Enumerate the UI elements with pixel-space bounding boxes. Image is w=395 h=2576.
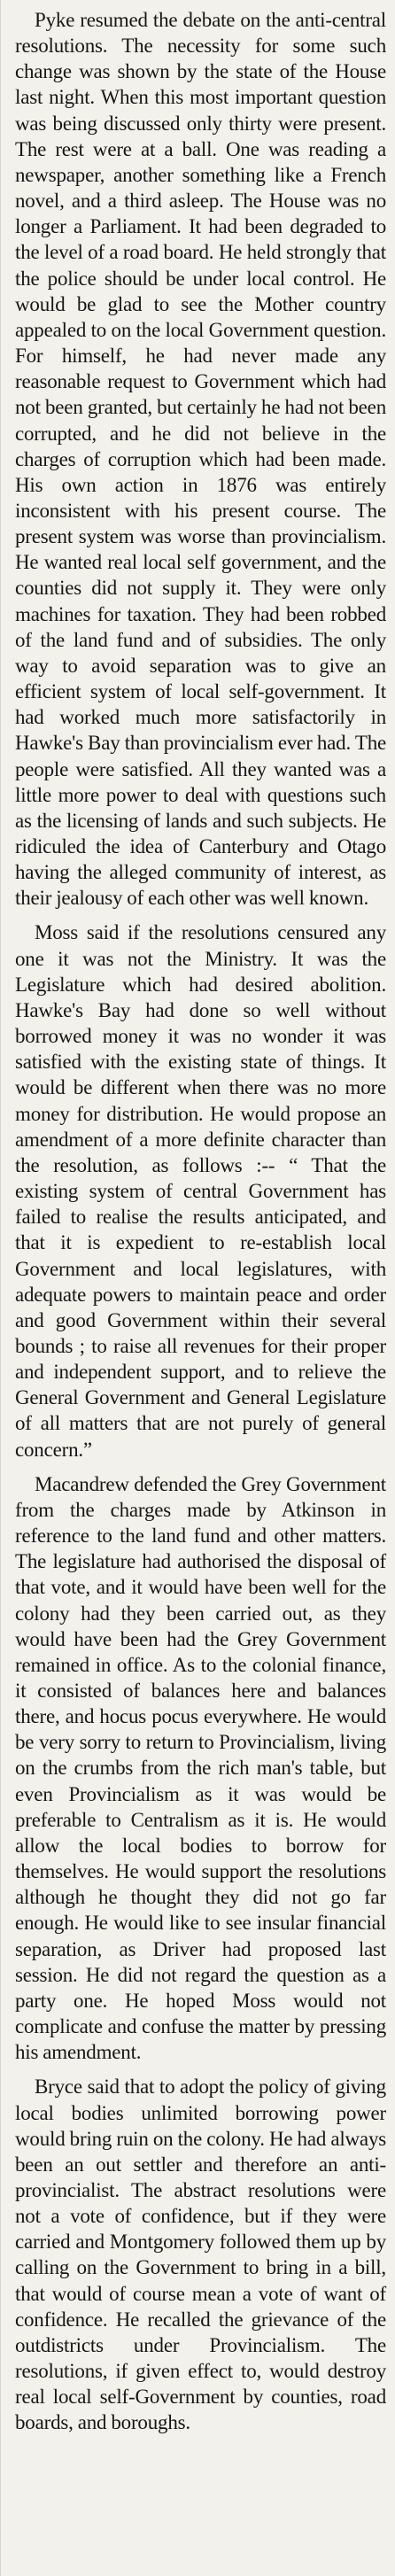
paragraph-moss: Moss said if the resolutions censured any one it was not the Ministry. It was the Legislature which had desired abolition. Hawke's Bay had done so well without borrowed money it was no wonder it was satisfied with the existing state of things. It would be different when there was no more money for distribution. He would propose an amendment of a more definite character than the resolution, as follows :-- “ That the existing system of central Government has failed to realise the results anticipated, and that it is expedient to re-establish local Government and local legislatures, with adequate powers to maintain peace and order and good Government within their several bounds ; to raise all revenues for their proper and independent support, and to relieve the General Government and General Legislature of all matters that are not purely of general concern.” <box>15 921 386 1461</box>
paragraph-pyke: Pyke resumed the debate on the anti-central resolutions. The necessity for some such change was shown by the state of the House last night. When this most important question was being discussed only thirty were present. The rest were at a ball. One was reading a newspaper, another something like a French novel, and a third asleep. The House was no longer a Parliament. It had been degraded to the level of a road board. He held strongly that the police should be under local control. He would be glad to see the Mother country appealed to on the local Government question. For himself, he had never made any reasonable request to Government which had not been granted, but certainly he had not been corrupted, and he did not believe in the charges of corruption which had been made. His own action in 1876 was entirely inconsistent with his present course. The present system was worse than provincialism. He wanted real local self government, and the counties did not supply it. They were only machines for taxation. They had been robbed of the land fund and of subsidies. The only way to avoid separation was to give an efficient system of local self-government. It had worked much more satisfactorily in Hawke's Bay than provincialism ever had. The people were satisfied. All they wanted was a little more power to deal with questions such as the licensing of lands and such subjects. He ridiculed the idea of Canterbury and Otago having the alleged community of interest, as their jealousy of each other was well known. <box>15 9 386 910</box>
paragraph-bryce: Bryce said that to adopt the policy of giving local bodies unlimited borrowing power would bring ruin on the colony. He had always been an out settler and therefore an anti-provincialist. The abstract resolutions were not a vote of confidence, but if they were carried and Montgomery followed them up by calling on the Government to bring in a bill, that would of course mean a vote of want of confidence. He recalled the grievance of the outdistricts under Provincialism. The resolutions, if given effect to, would destroy real local self-Government by counties, road boards, and boroughs. <box>15 2076 386 2434</box>
paragraph-macandrew: Macandrew defended the Grey Government from the charges made by Atkinson in reference to the land fund and other matters. The legislature had authorised the disposal of that vote, and it would have been well for the colony had they been carried out, as they would have been had the Grey Government remained in office. As to the colonial finance, it consisted of balances here and balances there, and hocus pocus everywhere. He would be very sorry to return to Provincialism, living on the crumbs from the rich man's table, but even Provincialism as it was would be preferable to Centralism as it is. He would allow the local bodies to borrow for themselves. He would support the resolutions although he thought they did not go far enough. He would like to see insular financial separation, as Driver had proposed last session. He did not regard the question as a party one. He hoped Moss would not complicate and confuse the matter by pressing his amendment. <box>15 1472 386 2064</box>
